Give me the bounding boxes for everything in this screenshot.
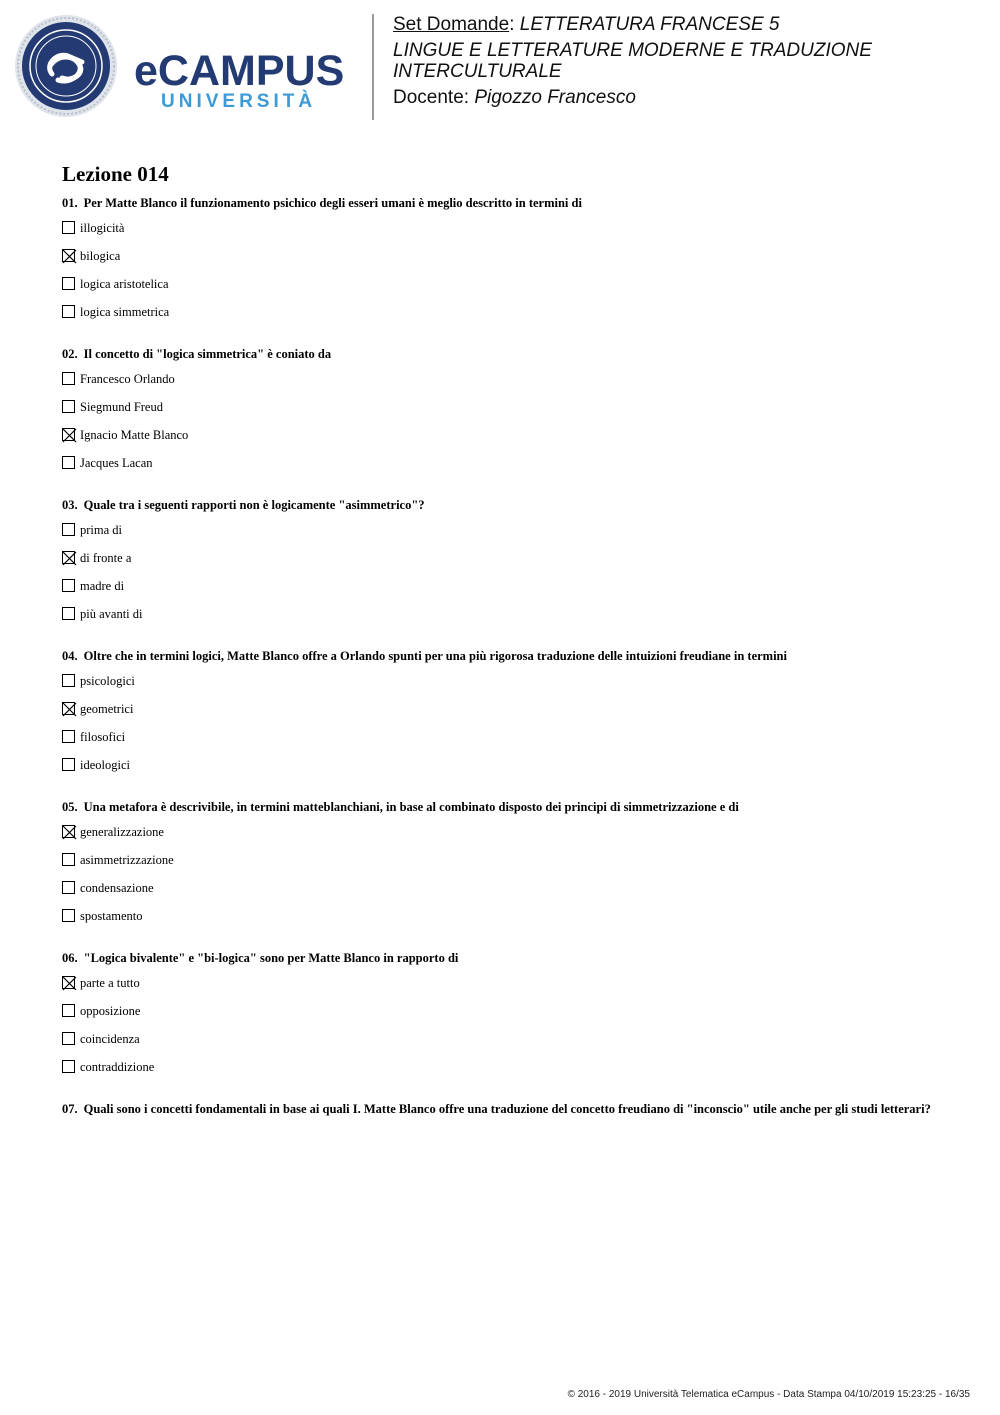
header-info [393, 14, 983, 108]
lesson-title: Lezione 014 [62, 162, 169, 186]
answer-option[interactable] [62, 1030, 942, 1058]
question-text [62, 649, 942, 663]
answer-option-label: geometrici [80, 702, 134, 716]
answer-option[interactable] [62, 370, 942, 398]
question-number: 01. [62, 196, 78, 210]
answer-option[interactable] [62, 672, 942, 700]
brand-subtitle: UNIVERSITÀ [161, 91, 317, 112]
question-list [62, 196, 942, 1132]
answer-option[interactable] [62, 247, 942, 275]
set-row [393, 14, 983, 35]
question-prompt: Quale tra i seguenti rapporti non è logicamente "asimmetrico"? [83, 498, 425, 512]
checkbox-checked-icon[interactable] [62, 249, 75, 262]
checkbox-checked-icon[interactable] [62, 702, 75, 715]
answer-option[interactable] [62, 303, 942, 331]
answer-option[interactable] [62, 823, 942, 851]
answer-option-label: madre di [80, 579, 125, 593]
answer-option[interactable] [62, 426, 942, 454]
page-footer: © 2016 - 2019 Università Telematica eCampus - Data Stampa 04/10/2019 15:23:25 - 16/35 [567, 1389, 970, 1400]
answer-option[interactable] [62, 1002, 942, 1030]
answer-option-label: asimmetrizzazione [80, 853, 174, 867]
question-prompt: "Logica bivalente" e "bi-logica" sono per Matte Blanco in rapporto di [83, 951, 459, 965]
checkbox-icon[interactable] [62, 305, 75, 318]
question-text [62, 951, 942, 965]
answer-option-label: Francesco Orlando [80, 372, 175, 386]
answer-option-label: parte a tutto [80, 976, 140, 990]
answer-option-label: Ignacio Matte Blanco [80, 428, 189, 442]
question-text [62, 196, 942, 210]
question-text [62, 800, 942, 814]
question-prompt: Oltre che in termini logici, Matte Blanco offre a Orlando spunti per una più rigorosa traduzione delle intuizioni freudiane in termini [83, 649, 787, 663]
answer-option-label: opposizione [80, 1004, 141, 1018]
set-label: Set Domande [393, 14, 510, 35]
brand-wordmark: eCAMPUS [134, 47, 345, 95]
question-number: 04. [62, 649, 78, 663]
answer-option[interactable] [62, 219, 942, 247]
answer-option[interactable] [62, 700, 942, 728]
question-number: 02. [62, 347, 78, 361]
checkbox-icon[interactable] [62, 221, 75, 234]
answer-option-label: contraddizione [80, 1060, 155, 1074]
question-item [62, 347, 942, 482]
answer-option[interactable] [62, 605, 942, 633]
answer-option[interactable] [62, 907, 942, 935]
question-prompt: Quali sono i concetti fondamentali in base ai quali I. Matte Blanco offre una traduzione del concetto freudiano di "inconscio" utile anche per gli studi letterari? [83, 1102, 931, 1116]
checkbox-icon[interactable] [62, 372, 75, 385]
checkbox-checked-icon[interactable] [62, 825, 75, 838]
checkbox-checked-icon[interactable] [62, 551, 75, 564]
checkbox-icon[interactable] [62, 523, 75, 536]
question-text [62, 498, 942, 512]
checkbox-icon[interactable] [62, 909, 75, 922]
answer-option-label: ideologici [80, 758, 130, 772]
header-divider [372, 14, 374, 120]
answer-option[interactable] [62, 577, 942, 605]
answer-option[interactable] [62, 879, 942, 907]
question-item [62, 1102, 942, 1116]
answer-option-label: Siegmund Freud [80, 400, 163, 414]
course-name: LETTERATURA FRANCESE 5 [519, 14, 780, 35]
question-text [62, 1102, 942, 1116]
ecampus-logo [14, 14, 359, 118]
question-item [62, 800, 942, 935]
checkbox-icon[interactable] [62, 1004, 75, 1017]
question-item [62, 196, 942, 331]
question-prompt: Per Matte Blanco il funzionamento psichico degli esseri umani è meglio descritto in termini di [83, 196, 582, 210]
answer-option[interactable] [62, 728, 942, 756]
answer-option-label: illogicità [80, 221, 125, 235]
answer-option[interactable] [62, 454, 942, 482]
answer-option-label: generalizzazione [80, 825, 164, 839]
question-text [62, 347, 942, 361]
program-row [393, 40, 983, 82]
university-seal-icon [14, 14, 118, 118]
question-item [62, 649, 942, 784]
answer-option-label: prima di [80, 523, 123, 537]
answer-option[interactable] [62, 756, 942, 784]
answer-option[interactable] [62, 275, 942, 303]
answer-option-label: Jacques Lacan [80, 456, 153, 470]
question-item [62, 951, 942, 1086]
question-number: 06. [62, 951, 78, 965]
answer-option-label: logica simmetrica [80, 305, 170, 319]
teacher-label: Docente: [393, 87, 470, 108]
question-number: 05. [62, 800, 78, 814]
answer-option-label: coincidenza [80, 1032, 140, 1046]
answer-option[interactable] [62, 974, 942, 1002]
checkbox-checked-icon[interactable] [62, 976, 75, 989]
answer-option[interactable] [62, 1058, 942, 1086]
answer-option[interactable] [62, 398, 942, 426]
checkbox-icon[interactable] [62, 607, 75, 620]
answer-option-label: di fronte a [80, 551, 132, 565]
answer-option-label: filosofici [80, 730, 126, 744]
teacher-name: Pigozzo Francesco [474, 87, 636, 108]
checkbox-icon[interactable] [62, 1060, 75, 1073]
checkbox-icon[interactable] [62, 1032, 75, 1045]
checkbox-icon[interactable] [62, 456, 75, 469]
checkbox-icon[interactable] [62, 758, 75, 771]
checkbox-icon[interactable] [62, 853, 75, 866]
question-prompt: Una metafora è descrivibile, in termini matteblanchiani, in base al combinato disposto dei principi di simmetrizzazione e di [83, 800, 739, 814]
answer-option[interactable] [62, 549, 942, 577]
question-number: 07. [62, 1102, 78, 1116]
question-prompt: Il concetto di "logica simmetrica" è coniato da [83, 347, 332, 361]
teacher-row [393, 87, 983, 108]
set-separator: : [509, 14, 515, 35]
checkbox-icon[interactable] [62, 277, 75, 290]
answer-option[interactable] [62, 851, 942, 879]
checkbox-icon[interactable] [62, 674, 75, 687]
answer-option-label: spostamento [80, 909, 143, 923]
program-name: LINGUE E LETTERATURE MODERNE E TRADUZIONE INTERCULTURALE [393, 40, 872, 82]
answer-option-label: logica aristotelica [80, 277, 169, 291]
answer-option-label: bilogica [80, 249, 121, 263]
answer-option[interactable] [62, 521, 942, 549]
answer-option-label: condensazione [80, 881, 154, 895]
question-number: 03. [62, 498, 78, 512]
checkbox-icon[interactable] [62, 579, 75, 592]
checkbox-icon[interactable] [62, 881, 75, 894]
checkbox-icon[interactable] [62, 730, 75, 743]
answer-option-label: psicologici [80, 674, 135, 688]
answer-option-label: più avanti di [80, 607, 143, 621]
checkbox-checked-icon[interactable] [62, 428, 75, 441]
checkbox-icon[interactable] [62, 400, 75, 413]
question-item [62, 498, 942, 633]
